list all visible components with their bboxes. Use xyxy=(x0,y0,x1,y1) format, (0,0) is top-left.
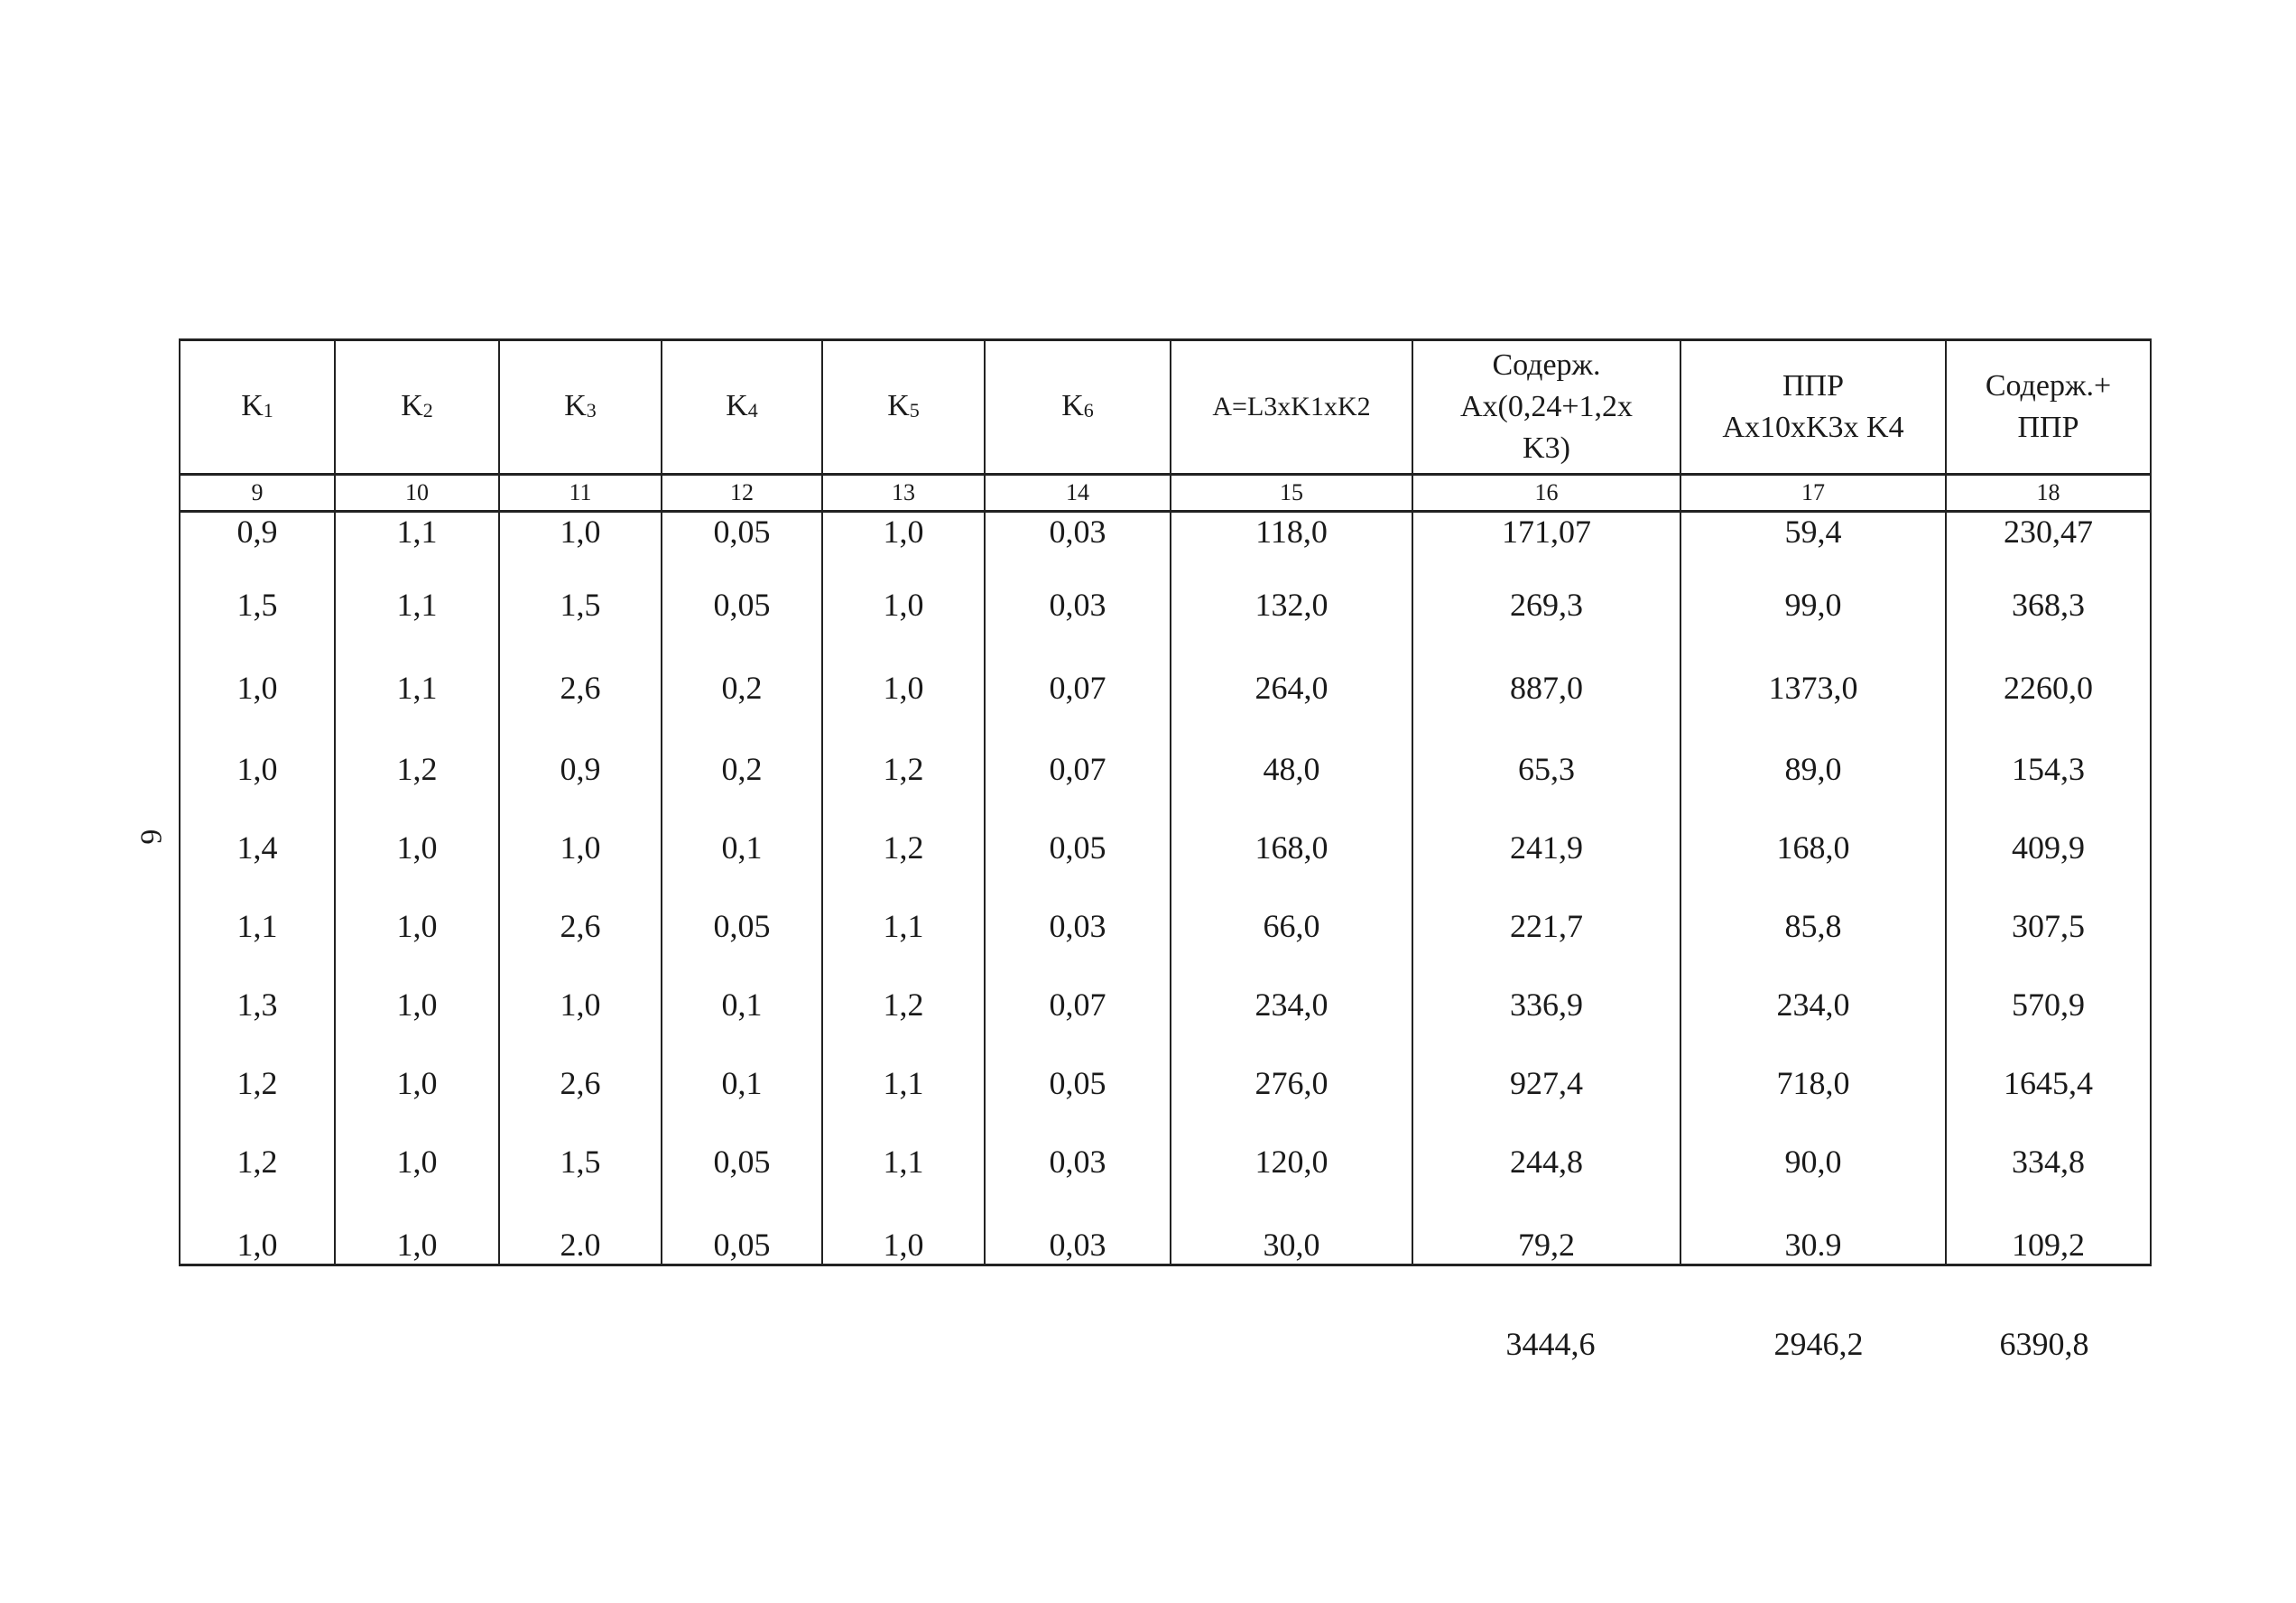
table-cell: 1,0 xyxy=(499,965,662,1043)
page-number: 6 xyxy=(134,829,168,845)
column-number: 12 xyxy=(662,475,822,512)
table-cell: 887,0 xyxy=(1412,646,1680,729)
header-k4: $K_4$ xyxy=(662,340,822,475)
column-number: 13 xyxy=(822,475,985,512)
table-row xyxy=(180,729,2151,808)
table-cell: 1645,4 xyxy=(1946,1043,2151,1122)
table-cell: 0,05 xyxy=(662,1122,822,1200)
column-number: 15 xyxy=(1171,475,1412,512)
table-cell: 221,7 xyxy=(1412,886,1680,965)
table-cell: 1,0 xyxy=(335,1122,499,1200)
table-cell: 0,1 xyxy=(662,965,822,1043)
table-cell: 1,5 xyxy=(499,1122,662,1200)
table-cell: 1,0 xyxy=(335,1043,499,1122)
table-cell: 171,07 xyxy=(1412,512,1680,564)
table-cell: 409,9 xyxy=(1946,808,2151,886)
table-cell: 1,0 xyxy=(822,1200,985,1265)
table-cell: 718,0 xyxy=(1680,1043,1946,1122)
table-row xyxy=(180,1200,2151,1265)
table-cell: 368,3 xyxy=(1946,563,2151,646)
table-cell: 1,2 xyxy=(335,729,499,808)
table-cell: 1,0 xyxy=(499,808,662,886)
column-number: 10 xyxy=(335,475,499,512)
header-maintenance-plus-ppr: Содерж.+ ППР xyxy=(1946,340,2151,475)
table-cell: 0,05 xyxy=(662,563,822,646)
table-cell: 0,03 xyxy=(985,1122,1171,1200)
header-maintenance: Содерж. Ax(0,24+1,2x K3) xyxy=(1412,340,1680,475)
table-cell: 1,0 xyxy=(822,512,985,564)
total-ppr: 2946,2 xyxy=(1773,1326,1864,1362)
header-k3: $K_3$ xyxy=(499,340,662,475)
table-cell: 1,0 xyxy=(822,563,985,646)
table-cell: 0,05 xyxy=(985,808,1171,886)
table-cell: 90,0 xyxy=(1680,1122,1946,1200)
coefficients-table-wrapper xyxy=(179,338,2150,1266)
header-k2: $K_2$ xyxy=(335,340,499,475)
table-cell: 168,0 xyxy=(1171,808,1412,886)
table-cell: 1,2 xyxy=(822,965,985,1043)
table-row xyxy=(180,1122,2151,1200)
table-cell: 99,0 xyxy=(1680,563,1946,646)
table-cell: 0,07 xyxy=(985,646,1171,729)
column-number: 18 xyxy=(1946,475,2151,512)
table-cell: 269,3 xyxy=(1412,563,1680,646)
table-cell: 30,0 xyxy=(1171,1200,1412,1265)
table-row xyxy=(180,646,2151,729)
table-cell: 1,1 xyxy=(822,886,985,965)
table-row xyxy=(180,1043,2151,1122)
table-cell: 0,2 xyxy=(662,646,822,729)
table-cell: 0,05 xyxy=(662,1200,822,1265)
table-cell: 1,3 xyxy=(180,965,335,1043)
table-cell: 570,9 xyxy=(1946,965,2151,1043)
header-row xyxy=(180,340,2151,475)
table-cell: 276,0 xyxy=(1171,1043,1412,1122)
table-cell: 2.0 xyxy=(499,1200,662,1265)
header-k6: $K_6$ xyxy=(985,340,1171,475)
column-number: 9 xyxy=(180,475,335,512)
table-cell: 132,0 xyxy=(1171,563,1412,646)
table-cell: 1,2 xyxy=(822,729,985,808)
table-cell: 0,03 xyxy=(985,1200,1171,1265)
table-cell: 2260,0 xyxy=(1946,646,2151,729)
header-ppr: ППР Ax10xK3x K4 xyxy=(1680,340,1946,475)
total-maintenance-plus-ppr: 6390,8 xyxy=(1999,1326,2089,1362)
header-k1: $K_1$ xyxy=(180,340,335,475)
table-cell: 65,3 xyxy=(1412,729,1680,808)
column-number: 17 xyxy=(1680,475,1946,512)
table-cell: 1,0 xyxy=(335,886,499,965)
table-cell: 0,1 xyxy=(662,1043,822,1122)
table-cell: 1,1 xyxy=(335,512,499,564)
table-cell: 0,03 xyxy=(985,886,1171,965)
table-cell: 0,07 xyxy=(985,965,1171,1043)
table-cell: 0,9 xyxy=(499,729,662,808)
coefficients-table xyxy=(179,338,2152,1266)
table-cell: 2,6 xyxy=(499,646,662,729)
table-cell: 0,03 xyxy=(985,563,1171,646)
table-cell: 1,0 xyxy=(180,646,335,729)
table-cell: 1,2 xyxy=(180,1122,335,1200)
table-cell: 1,1 xyxy=(822,1122,985,1200)
column-number: 16 xyxy=(1412,475,1680,512)
table-row xyxy=(180,965,2151,1043)
table-cell: 234,0 xyxy=(1680,965,1946,1043)
table-cell: 264,0 xyxy=(1171,646,1412,729)
total-maintenance: 3444,6 xyxy=(1505,1326,1596,1362)
table-cell: 1,4 xyxy=(180,808,335,886)
table-cell: 927,4 xyxy=(1412,1043,1680,1122)
table-cell: 1,0 xyxy=(180,1200,335,1265)
table-cell: 0,03 xyxy=(985,512,1171,564)
table-cell: 118,0 xyxy=(1171,512,1412,564)
table-cell: 79,2 xyxy=(1412,1200,1680,1265)
table-cell: 307,5 xyxy=(1946,886,2151,965)
table-cell: 89,0 xyxy=(1680,729,1946,808)
table-row xyxy=(180,808,2151,886)
table-cell: 230,47 xyxy=(1946,512,2151,564)
table-cell: 1,2 xyxy=(822,808,985,886)
table-cell: 0,07 xyxy=(985,729,1171,808)
table-cell: 2,6 xyxy=(499,886,662,965)
table-cell: 109,2 xyxy=(1946,1200,2151,1265)
table-cell: 168,0 xyxy=(1680,808,1946,886)
table-row xyxy=(180,512,2151,564)
column-number-row xyxy=(180,475,2151,512)
table-cell: 336,9 xyxy=(1412,965,1680,1043)
table-cell: 0,05 xyxy=(662,512,822,564)
table-cell: 120,0 xyxy=(1171,1122,1412,1200)
table-cell: 244,8 xyxy=(1412,1122,1680,1200)
table-cell: 1,5 xyxy=(180,563,335,646)
table-cell: 66,0 xyxy=(1171,886,1412,965)
table-cell: 2,6 xyxy=(499,1043,662,1122)
table-cell: 48,0 xyxy=(1171,729,1412,808)
table-cell: 1,5 xyxy=(499,563,662,646)
table-cell: 1,1 xyxy=(180,886,335,965)
table-cell: 1,1 xyxy=(335,646,499,729)
table-cell: 234,0 xyxy=(1171,965,1412,1043)
table-cell: 1373,0 xyxy=(1680,646,1946,729)
table-cell: 1,0 xyxy=(822,646,985,729)
table-cell: 0,1 xyxy=(662,808,822,886)
table-cell: 30.9 xyxy=(1680,1200,1946,1265)
table-cell: 1,0 xyxy=(335,1200,499,1265)
table-cell: 0,05 xyxy=(985,1043,1171,1122)
table-cell: 1,1 xyxy=(335,563,499,646)
table-cell: 1,0 xyxy=(499,512,662,564)
table-cell: 241,9 xyxy=(1412,808,1680,886)
column-number: 11 xyxy=(499,475,662,512)
table-cell: 1,2 xyxy=(180,1043,335,1122)
header-a-formula: A=L3xK1xK2 xyxy=(1171,340,1412,475)
table-row xyxy=(180,563,2151,646)
header-k5: $K_5$ xyxy=(822,340,985,475)
table-cell: 1,1 xyxy=(822,1043,985,1122)
table-row xyxy=(180,886,2151,965)
table-cell: 1,0 xyxy=(335,965,499,1043)
table-cell: 1,0 xyxy=(335,808,499,886)
table-cell: 1,0 xyxy=(180,729,335,808)
table-cell: 85,8 xyxy=(1680,886,1946,965)
table-cell: 154,3 xyxy=(1946,729,2151,808)
table-cell: 334,8 xyxy=(1946,1122,2151,1200)
table-cell: 0,9 xyxy=(180,512,335,564)
table-cell: 0,05 xyxy=(662,886,822,965)
table-cell: 59,4 xyxy=(1680,512,1946,564)
table-cell: 0,2 xyxy=(662,729,822,808)
column-number: 14 xyxy=(985,475,1171,512)
